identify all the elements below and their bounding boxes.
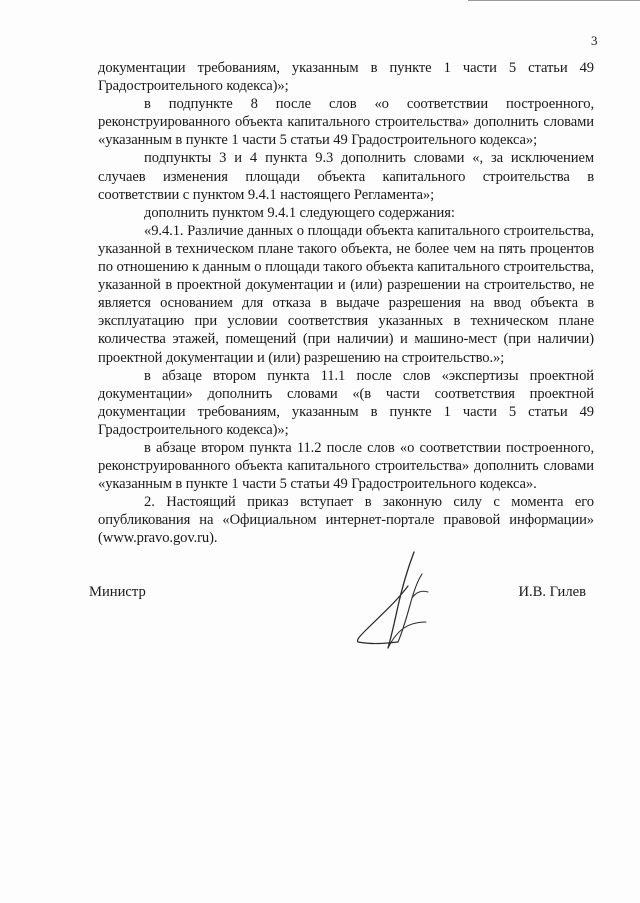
paragraph-1: документации требованиям, указанным в пункте 1 части 5 статьи 49 Градостроительного кодекса)»; [98,60,594,95]
paragraph-2: в подпункте 8 после слов «о соответствии построенного, реконструированного объекта капитального строительства» дополнить словами «указанным в пункте 1 части 5 статьи 49 Градостроительного кодекса»; [98,96,594,149]
paragraph-7: в абзаце втором пункта 11.2 после слов «о соответствии построенного, реконструированного объекта капитального строительства» дополнить словами «указанным в пункте 1 части 5 статьи 49 Градостроительного кодекса». [98,439,594,493]
handwritten-signature [352,548,440,658]
paragraph-3: подпункты 3 и 4 пункта 9.3 дополнить словами «, за исключением случаев изменения площади объекта капитального строительства в соответствии с пунктом 9.4.1 настоящего Регламента»; [98,150,594,203]
signatory-name: И.В. Гилев [518,584,586,600]
paragraph-4: дополнить пунктом 9.4.1 следующего содержания: [144,204,455,221]
paragraph-8: 2. Настоящий приказ вступает в законную силу с момента его опубликования на «Официальном интернет-портале правовой информации» (www.pravo.gov.ru). [98,494,594,547]
paragraph-6: в абзаце втором пункта 11.1 после слов «экспертизы проектной документации» дополнить словами «(в части соответствия проектной документации требованиям, указанным в пункте 1 части 5 статьи 49 Градостроительного кодекса)»; [98,367,594,438]
paragraph-5: «9.4.1. Различие данных о площади объекта капитального строительства, указанной в техническом плане такого объекта, не более чем на пять процентов по отношению к данным о площади такого объекта капитального строительства, указанной в проектной документации и (или) разрешении на строительство, не является основанием для отказа в выдаче разрешения на ввод объекта в эксплуатацию при условии соответствия указанных в техническом плане количества этажей, помещений (при наличии) и машино-мест (при наличии) проектной документации и (или) разрешению на строительство.»; [98,222,594,366]
page-number: 3 [591,33,598,48]
document-body [98,59,594,548]
signatory-title: Министр [89,584,146,600]
top-edge-rule [468,0,640,1]
